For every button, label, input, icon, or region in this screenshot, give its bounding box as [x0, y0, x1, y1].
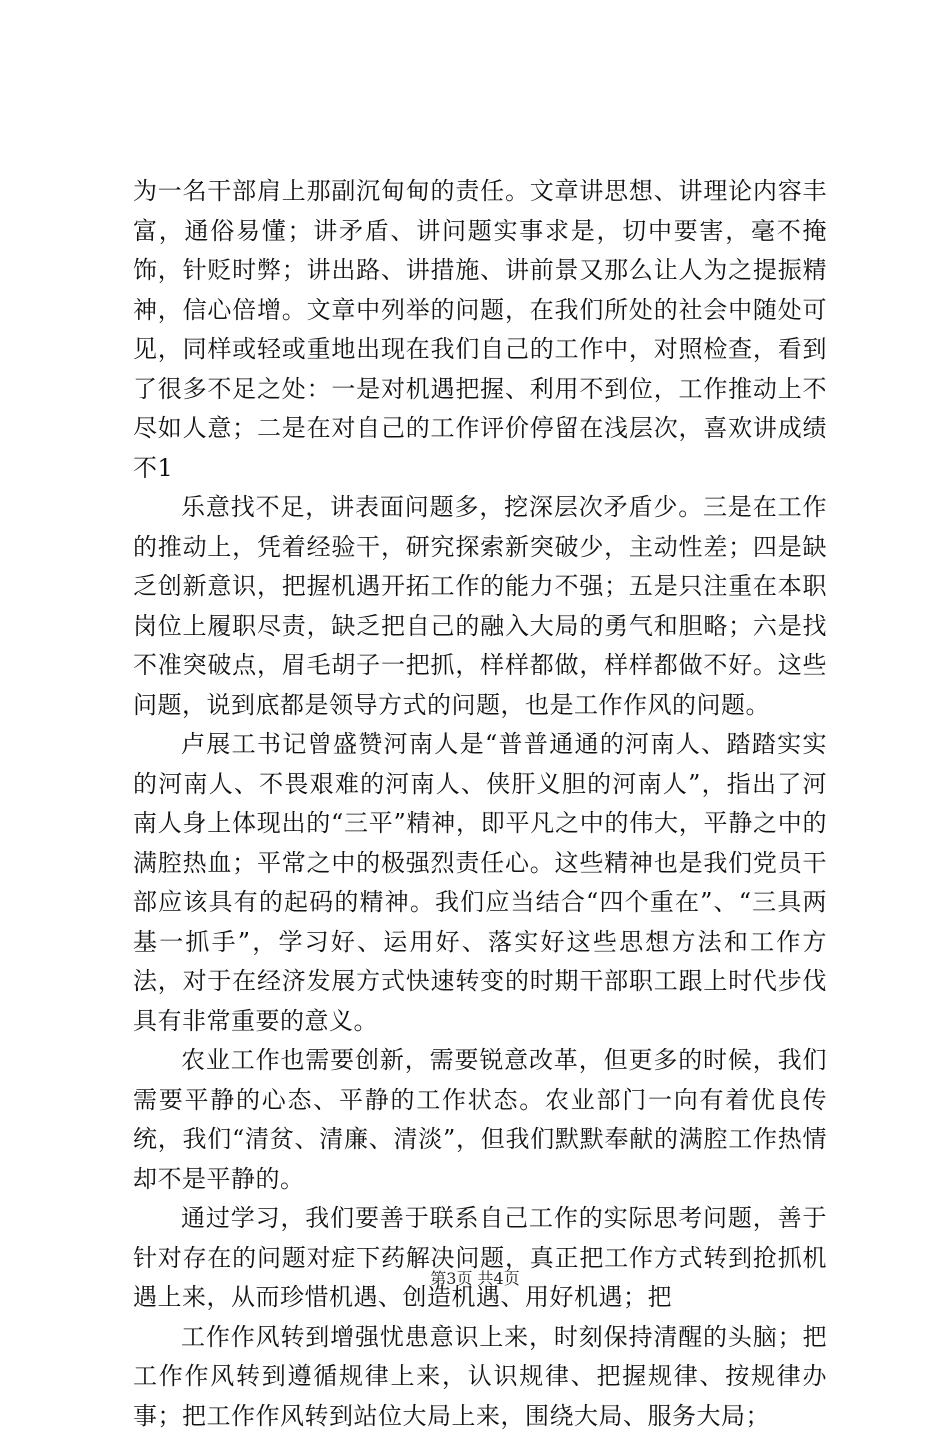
- paragraph-2: 乐意找不足，讲表面问题多，挖深层次矛盾少。三是在工作的推动上，凭着经验干，研究探索新突破少，主动性差；四是缺乏创新意识，把握机遇开拓工作的能力不强；五是只注重在本职岗位上履职尽责，缺乏把自己的融入大局的勇气和胆略；六是找不准突破点，眉毛胡子一把抓，样样都做，样样都做不好。这些问题，说到底都是领导方式的问题，也是工作作风的问题。: [133, 488, 827, 725]
- paragraph-4: 农业工作也需要创新，需要锐意改革，但更多的时候，我们需要平静的心态、平静的工作状态。农业部门一向有着优良传统，我们“清贫、清廉、清淡”，但我们默默奉献的满腔工作热情却不是平静的。: [133, 1041, 827, 1199]
- paragraph-3: 卢展工书记曾盛赞河南人是“普普通通的河南人、踏踏实实的河南人、不畏艰难的河南人、侠肝义胆的河南人”，指出了河南人身上体现出的“三平”精神，即平凡之中的伟大，平静之中的满腔热血；平常之中的极强烈责任心。这些精神也是我们党员干部应该具有的起码的精神。我们应当结合“四个重在”、“三具两基一抓手”，学习好、运用好、落实好这些思想方法和工作方法，对于在经济发展方式快速转变的时期干部职工跟上时代步伐具有非常重要的意义。: [133, 725, 827, 1041]
- document-body: [133, 172, 827, 1436]
- paragraph-1: 为一名干部肩上那副沉甸甸的责任。文章讲思想、讲理论内容丰富，通俗易懂；讲矛盾、讲问题实事求是，切中要害，毫不掩饰，针贬时弊；讲出路、讲措施、讲前景又那么让人为之提振精神，信心倍增。文章中列举的问题，在我们所处的社会中随处可见，同样或轻或重地出现在我们自己的工作中，对照检查，看到了很多不足之处：一是对机遇把握、利用不到位，工作推动上不尽如人意；二是在对自己的工作评价停留在浅层次，喜欢讲成绩不1: [133, 172, 827, 488]
- page-footer: 第3页 共4页: [0, 1268, 950, 1290]
- paragraph-6: 工作作风转到增强忧患意识上来，时刻保持清醒的头脑；把工作作风转到遵循规律上来，认识规律、把握规律、按规律办事；把工作作风转到站位大局上来，围绕大局、服务大局；: [133, 1318, 827, 1436]
- paragraph-5: 通过学习，我们要善于联系自己工作的实际思考问题，善于针对存在的问题对症下药解决问题，真正把工作方式转到抢抓机遇上来，从而珍惜机遇、创造机遇、用好机遇；把: [133, 1199, 827, 1318]
